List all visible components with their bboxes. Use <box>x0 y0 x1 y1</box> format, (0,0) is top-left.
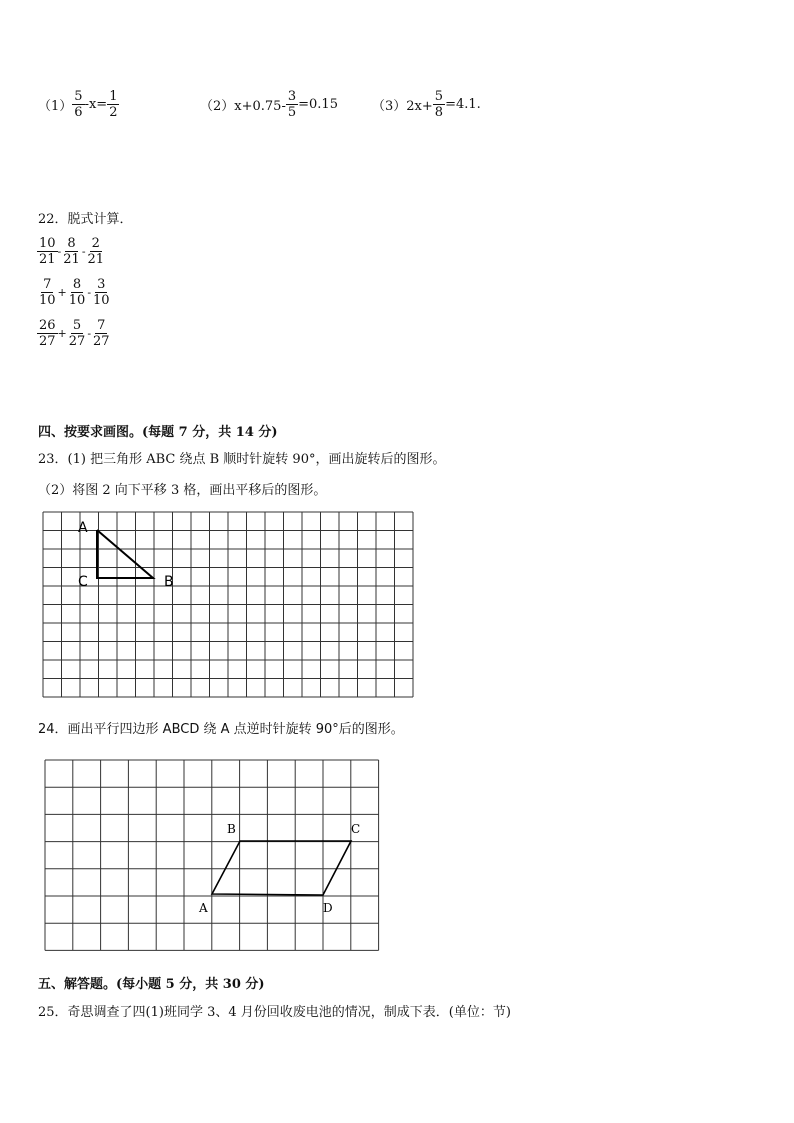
equation-label: （3）2x+ <box>372 99 433 114</box>
equation-2 <box>200 89 338 120</box>
triangle-abc <box>97 530 153 578</box>
fraction: $\frac{5}{6}$ <box>74 89 83 120</box>
fraction: $\frac{5}{8}$ <box>434 89 444 120</box>
equation-text: =0.15 <box>298 97 338 112</box>
vertex-label-c: C <box>78 574 88 590</box>
vertex-label-b: B <box>164 574 174 590</box>
equation-label: （1） <box>38 99 73 114</box>
calc-row-2: $\frac{7}{10}$ + $\frac{8}{10}$ - $\frac{3}{10}$ <box>39 277 110 308</box>
equation-1 <box>38 89 119 120</box>
vertex-label-a: A <box>78 520 88 536</box>
equation-text: =4.1. <box>445 97 481 112</box>
question-23-part-1: 23．(1) 把三角形 ABC 绕点 B 顺时针旋转 90°，画出旋转后的图形。 <box>38 452 446 467</box>
calc-row-1: $\frac{10}{21}$ - $\frac{8}{21}$ - $\frac{2}{21}$ <box>39 236 105 267</box>
grid-parallelogram-abcd <box>40 755 384 955</box>
question-23-part-2: （2）将图 2 向下平移 3 格，画出平移后的图形。 <box>38 483 327 498</box>
fraction: $\frac{3}{5}$ <box>287 89 297 120</box>
grid-triangle-abc <box>40 508 418 704</box>
question-25: 25．奇思调查了四(1)班同学 3、4 月份回收废电池的情况，制成下表．(单位：节) <box>38 1005 511 1020</box>
grid-lines <box>45 760 379 950</box>
vertex-label-a: A <box>199 901 208 915</box>
grid-lines <box>43 512 413 697</box>
equation-3 <box>372 89 481 120</box>
equation-label: （2）x+0.75- <box>200 99 286 114</box>
question-22-title: 22．脱式计算． <box>38 212 133 227</box>
equation-text: -x= <box>84 97 108 112</box>
section-5-heading: 五、解答题。(每小题 5 分，共 30 分) <box>38 977 265 992</box>
calc-row-3: $\frac{26}{27}$ + $\frac{5}{27}$ - $\frac{7}{27}$ <box>39 318 110 349</box>
parallelogram-abcd <box>212 841 351 895</box>
question-24: 24．画出平行四边形 ABCD 绕 A 点逆时针旋转 90°后的图形。 <box>38 722 404 737</box>
section-4-heading: 四、按要求画图。(每题 7 分，共 14 分) <box>38 425 278 440</box>
vertex-label-d: D <box>323 901 333 915</box>
vertex-label-c: C <box>351 822 361 836</box>
vertex-label-b: B <box>227 822 236 836</box>
fraction: $\frac{1}{2}$ <box>109 89 118 120</box>
